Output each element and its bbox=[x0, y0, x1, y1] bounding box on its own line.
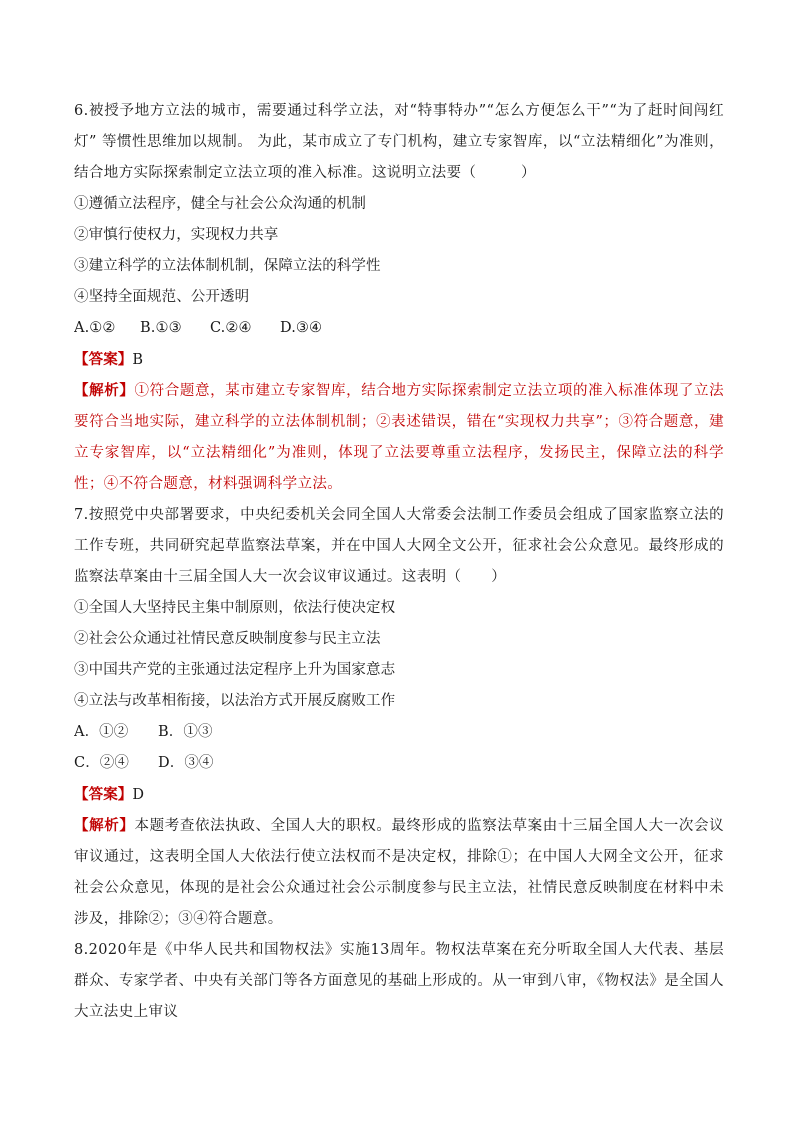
analysis-label: 【解析】 bbox=[74, 817, 135, 834]
question-7-answer bbox=[74, 779, 724, 810]
answer-value: D bbox=[132, 787, 145, 803]
question-7-choices-row-1 bbox=[74, 717, 724, 748]
choice-d: D．③④ bbox=[158, 755, 214, 771]
question-6-answer bbox=[74, 344, 724, 375]
question-7-choices-row-2 bbox=[74, 748, 724, 779]
question-6-analysis bbox=[74, 375, 724, 500]
question-8-stem: 8.2020年是《中华人民共和国物权法》实施13周年。物权法草案在充分听取全国人大代表、基层群众、专家学者、中央有关部门等各方面意见的基础上形成的。从一审到八审，《物权法》是全国人大立法史上审议 bbox=[74, 942, 724, 1020]
question-6-option-1: ①遵循立法程序，健全与社会公众沟通的机制 bbox=[74, 196, 366, 212]
question-7-option-2: ②社会公众通过社情民意反映制度参与民主立法 bbox=[74, 631, 381, 647]
choice-a: A．①② bbox=[74, 724, 129, 740]
analysis-label: 【解析】 bbox=[74, 382, 135, 399]
choice-b: B.①③ bbox=[140, 320, 182, 336]
question-6-option-3: ③建立科学的立法体制机制，保障立法的科学性 bbox=[74, 258, 381, 274]
analysis-text: 本题考查依法执政、全国人大的职权。最终形成的监察法草案由十三届全国人大一次会议审议通过，这表明全国人大依法行使立法权而不是决定权，排除①；在中国人大网全文公开，征求社会公众意见，体现的是社会公众通过社会公示制度参与民主立法，社情民意反映制度在材料中未涉及，排除②；③④符合题意。 bbox=[74, 818, 724, 927]
answer-label: 【答案】 bbox=[74, 786, 133, 803]
choice-a: A.①② bbox=[74, 320, 116, 336]
choice-c: C．②④ bbox=[74, 755, 129, 771]
choice-d: D.③④ bbox=[280, 320, 323, 336]
choice-b: B．①③ bbox=[158, 724, 213, 740]
analysis-text: ①符合题意，某市建立专家智库，结合地方实际探索制定立法立项的准入标准体现了立法要符合当地实际，建立科学的立法体制机制；②表述错误，错在“实现权力共享”；③符合题意，建立专家智库，以“立法精细化”为准则，体现了立法要尊重立法程序，发扬民主，保障立法的科学性；④不符合题意，材料强调科学立法。 bbox=[74, 383, 724, 492]
choice-c: C.②④ bbox=[210, 320, 252, 336]
question-6-option-2: ②审慎行使权力，实现权力共享 bbox=[74, 227, 279, 243]
question-6-stem: 6.被授予地方立法的城市，需要通过科学立法，对“特事特办”“怎么方便怎么干”“为了赶时间闯红灯” 等惯性思维加以规制。 为此，某市成立了专门机构，建立专家智库，以“立法精细化”为准则，结合地方实际探索制定立法立项的准入标准。这说明立法要（ ） bbox=[74, 103, 724, 181]
question-7-option-3: ③中国共产党的主张通过法定程序上升为国家意志 bbox=[74, 662, 396, 678]
question-6-option-4: ④坚持全面规范、公开透明 bbox=[74, 289, 250, 305]
question-7-option-1: ①全国人大坚持民主集中制原则，依法行使决定权 bbox=[74, 600, 396, 616]
answer-value: B bbox=[132, 352, 144, 368]
answer-label: 【答案】 bbox=[74, 351, 133, 368]
question-6-choices bbox=[74, 313, 724, 344]
question-7-analysis bbox=[74, 810, 724, 935]
document-body bbox=[74, 96, 724, 1028]
question-7-option-4: ④立法与改革相衔接，以法治方式开展反腐败工作 bbox=[74, 693, 396, 709]
question-7-stem: 7.按照党中央部署要求，中央纪委机关会同全国人大常委会法制工作委员会组成了国家监察立法的工作专班，共同研究起草监察法草案，并在中国人大网全文公开，征求社会公众意见。最终形成的监察法草案由十三届全国人大一次会议审议通过。这表明（ ） bbox=[74, 507, 724, 585]
